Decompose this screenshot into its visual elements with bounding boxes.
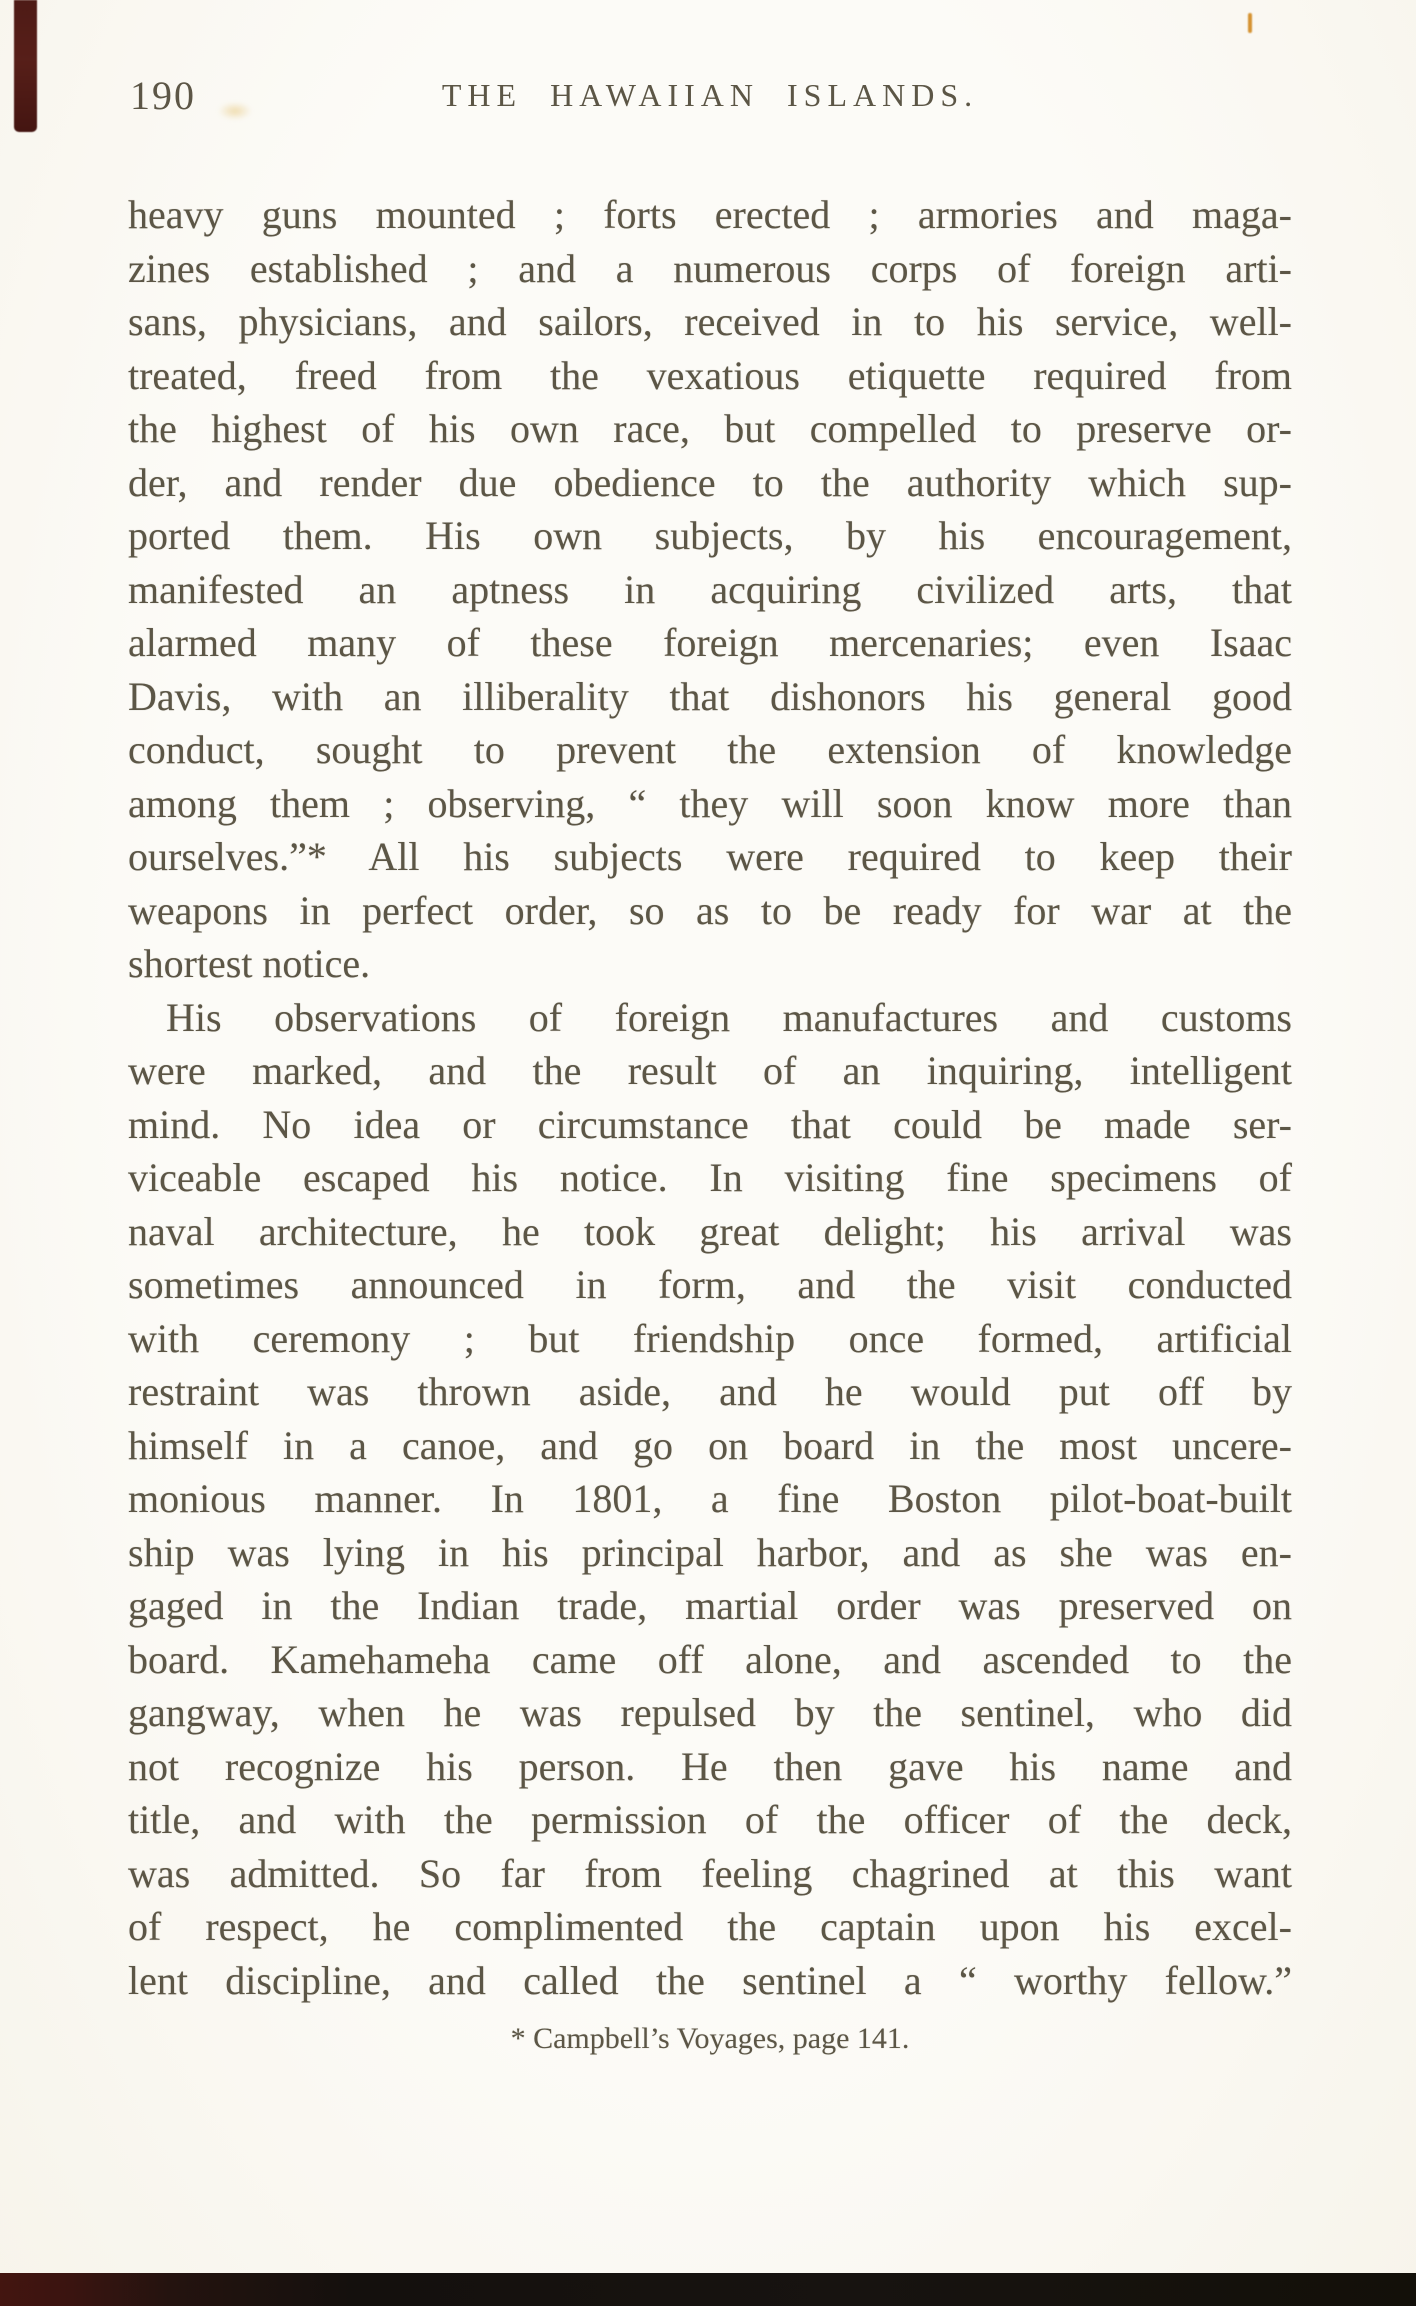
text-line: board. Kamehameha came off alone, and ascended to the (128, 1636, 1292, 1682)
text-line: monious manner. In 1801, a fine Boston pilot-boat-built (128, 1476, 1292, 1521)
page-number: 190 (130, 73, 196, 118)
text-line: heavy guns mounted ; forts erected ; armories and maga- (128, 192, 1292, 237)
text-line: of respect, he complimented the captain upon his excel- (128, 1904, 1292, 1949)
yellow-smudge-artifact (218, 102, 252, 120)
text-line: manifested an aptness in acquiring civilized arts, that (128, 566, 1292, 612)
bottom-scan-bar-artifact (0, 2273, 1416, 2306)
orange-tick-artifact (1248, 13, 1252, 33)
text-line: the highest of his own race, but compelled to preserve or- (128, 406, 1292, 451)
text-line: gangway, when he was repulsed by the sentinel, who did (128, 1690, 1292, 1735)
text-line: himself in a canoe, and go on board in the most uncere- (128, 1422, 1292, 1468)
text-line: weapons in perfect order, so as to be ready for war at the (128, 887, 1292, 933)
text-line: treated, freed from the vexatious etiquette required from (128, 352, 1292, 398)
text-line: lent discipline, and called the sentinel a “ worthy fellow.” (128, 1957, 1292, 2003)
text-line: sans, physicians, and sailors, received in to his service, well- (128, 299, 1292, 344)
running-title: THE HAWAIIAN ISLANDS. (441, 77, 979, 113)
text-line: gaged in the Indian trade, martial order was preserved on (128, 1583, 1292, 1628)
text-line: der, and render due obedience to the authority which sup- (128, 459, 1292, 505)
text-line: not recognize his person. He then gave his name and (128, 1743, 1292, 1789)
text-line: sometimes announced in form, and the visit conducted (128, 1262, 1292, 1307)
text-line: His observations of foreign manufactures and customs (166, 994, 1292, 1040)
text-line: mind. No idea or circumstance that could be made ser- (128, 1101, 1292, 1147)
text-line: was admitted. So far from feeling chagrined at this want (128, 1850, 1292, 1896)
text-line: Davis, with an illiberality that dishonors his general good (128, 673, 1292, 719)
text-line: restraint was thrown aside, and he would put off by (128, 1369, 1292, 1414)
text-line: ship was lying in his principal harbor, and as she was en- (128, 1529, 1292, 1575)
page-header (128, 72, 1292, 122)
text-line: naval architecture, he took great delight; his arrival was (128, 1208, 1292, 1254)
text-line: among them ; observing, “ they will soon know more than (128, 780, 1292, 826)
body-text (128, 188, 1292, 2007)
text-line: alarmed many of these foreign mercenaries; even Isaac (128, 620, 1292, 665)
text-line: conduct, sought to prevent the extension of knowledge (128, 727, 1292, 772)
text-line: ourselves.”* All his subjects were required to keep their (128, 834, 1292, 879)
text-line: title, and with the permission of the officer of the deck, (128, 1797, 1292, 1842)
text-line: viceable escaped his notice. In visiting fine specimens of (128, 1155, 1292, 1200)
text-line: were marked, and the result of an inquiring, intelligent (128, 1048, 1292, 1093)
red-scan-strip-artifact (14, 0, 37, 132)
text-line: shortest notice. (128, 941, 371, 986)
footnote: * Campbell’s Voyages, page 141. (510, 2022, 910, 2055)
text-line: zines established ; and a numerous corps of foreign arti- (128, 245, 1292, 291)
text-line: with ceremony ; but friendship once formed, artificial (128, 1315, 1292, 1361)
text-line: ported them. His own subjects, by his encouragement, (128, 513, 1292, 558)
